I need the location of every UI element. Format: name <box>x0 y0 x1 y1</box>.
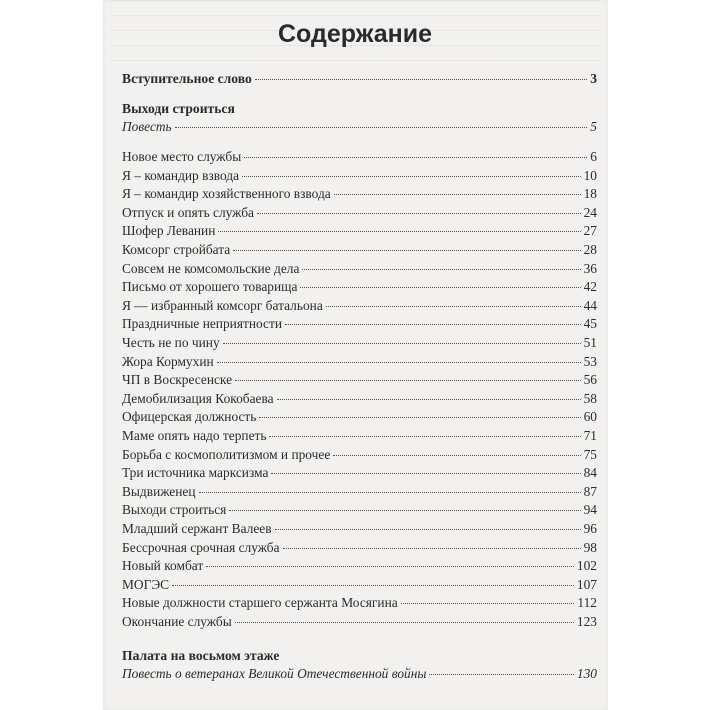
toc-page-number: 60 <box>583 409 597 425</box>
toc-entry[interactable] <box>122 557 597 575</box>
toc-page-number: 27 <box>583 223 597 239</box>
toc-entry-label: Выходи строиться <box>122 502 227 518</box>
toc-page-number: 36 <box>583 260 597 276</box>
toc-entry-label: Три источника марксизма <box>122 465 269 481</box>
toc-entry-label: Честь не по чину <box>122 335 220 350</box>
toc-entry-intro[interactable] <box>122 70 597 88</box>
toc-entry-label: Комсорг стройбата <box>122 242 231 257</box>
toc-entry-label: Новые должности старшего сержанта Мосягина <box>122 595 398 611</box>
toc-entry[interactable] <box>122 408 597 426</box>
dot-leader <box>257 213 581 214</box>
toc-entry[interactable] <box>122 539 597 557</box>
toc-page-number: 5 <box>590 119 597 134</box>
toc-page-number: 87 <box>583 483 597 499</box>
toc-entry[interactable] <box>122 390 597 408</box>
toc-page-number: 24 <box>583 204 597 220</box>
toc-page-number: 102 <box>576 558 597 574</box>
toc-page-number: 45 <box>583 316 597 332</box>
dot-leader <box>334 194 581 195</box>
dot-leader <box>269 436 580 437</box>
toc-entry[interactable] <box>122 353 597 371</box>
toc-entry[interactable] <box>122 148 597 166</box>
dot-leader <box>229 510 580 511</box>
dot-leader <box>233 250 580 251</box>
dot-leader <box>223 343 581 344</box>
toc-entry[interactable] <box>122 613 597 631</box>
toc-entry-label: Вступительное слово <box>122 71 252 86</box>
toc-page-number: 96 <box>583 521 597 536</box>
toc-entry[interactable] <box>122 334 597 352</box>
dot-leader <box>235 622 574 623</box>
toc-page-number: 28 <box>583 242 597 257</box>
toc-page-number: 130 <box>576 666 597 681</box>
toc-entry-label: Совсем не комсомольские дела <box>122 260 300 276</box>
toc-page-number: 18 <box>583 186 597 202</box>
toc-entry[interactable] <box>122 371 597 389</box>
dot-leader <box>277 399 581 400</box>
toc-page-number: 98 <box>583 539 597 555</box>
toc-page-number: 71 <box>583 428 597 443</box>
toc-page-number: 3 <box>590 71 597 86</box>
toc-page-number: 51 <box>583 335 597 350</box>
toc-entry-label: Младший сержант Валеев <box>122 521 272 536</box>
toc-entry-label: Окончание службы <box>122 614 232 629</box>
part-heading: Выходи строиться <box>122 101 235 116</box>
dot-leader <box>175 127 588 128</box>
toc-entry-label: Шофер Леванин <box>122 223 216 239</box>
dot-leader <box>271 473 580 474</box>
toc-page-number: 75 <box>583 446 597 462</box>
toc-page-number: 53 <box>583 353 597 369</box>
toc-entry[interactable] <box>122 520 597 538</box>
toc-entry-label: Офицерская должность <box>122 409 257 425</box>
toc-entry-label: Я – командир хозяйственного взвода <box>122 186 331 202</box>
toc-entry[interactable] <box>122 464 597 482</box>
toc-entry[interactable] <box>122 576 597 594</box>
toc-entry-label: Повесть о ветеранах Великой Отечественной войны <box>122 666 427 681</box>
toc-entry[interactable] <box>122 427 597 445</box>
toc-entry-label: МОГЭС <box>122 576 170 592</box>
toc-entry-label: Выдвиженец <box>122 483 196 499</box>
toc-entry-label: Отпуск и опять служба <box>122 204 254 220</box>
toc-page-number: 94 <box>583 502 597 518</box>
toc-entry-label: ЧП в Воскресенске <box>122 372 233 388</box>
toc-entry[interactable] <box>122 594 597 612</box>
toc-entry[interactable] <box>122 241 597 259</box>
toc-entry-label: Повесть <box>122 119 172 134</box>
dot-leader <box>218 231 580 232</box>
dot-leader <box>206 566 574 567</box>
dot-leader <box>302 269 580 270</box>
toc-entry[interactable] <box>122 297 597 315</box>
toc-entry[interactable] <box>122 446 597 464</box>
toc-page-number: 58 <box>583 390 597 406</box>
dot-leader <box>275 529 581 530</box>
toc-entry-label: Новый комбат <box>122 558 204 574</box>
dot-leader <box>285 324 581 325</box>
toc-entry-label: Праздничные неприятности <box>122 316 282 332</box>
dot-leader <box>333 455 580 456</box>
dot-leader <box>235 380 581 381</box>
toc-entry-label: Письмо от хорошего товарища <box>122 279 298 295</box>
toc-entry-label: Маме опять надо терпеть <box>122 428 267 443</box>
dot-leader <box>172 585 574 586</box>
dot-leader <box>401 603 575 604</box>
toc-entry[interactable] <box>122 278 597 296</box>
toc-page-number: 56 <box>583 372 597 388</box>
toc-entry-label: Я — избранный комсорг батальона <box>122 297 323 313</box>
toc-entry-label: Демобилизация Кокобаева <box>122 390 274 406</box>
toc-page-number: 107 <box>576 576 597 592</box>
toc-entry[interactable] <box>122 483 597 501</box>
toc-entry[interactable] <box>122 222 597 240</box>
toc-entry-label: Я – командир взвода <box>122 167 240 183</box>
toc-entry[interactable] <box>122 315 597 333</box>
dot-leader <box>244 157 587 158</box>
toc-page-number: 123 <box>576 614 597 629</box>
toc-page-number: 6 <box>590 149 597 164</box>
toc-entry[interactable] <box>122 204 597 222</box>
toc-entry[interactable] <box>122 185 597 203</box>
toc-entry[interactable] <box>122 260 597 278</box>
toc-page-number: 84 <box>583 465 597 481</box>
toc-page-number: 42 <box>583 279 597 295</box>
toc-entry-part1-subtitle[interactable] <box>122 118 597 136</box>
dot-leader <box>283 548 581 549</box>
dot-leader <box>300 287 580 288</box>
toc-entry-label: Бессрочная срочная служба <box>122 539 280 555</box>
dot-leader <box>429 674 573 675</box>
dot-leader <box>259 417 580 418</box>
toc-page-number: 44 <box>583 297 597 313</box>
toc-entry[interactable] <box>122 501 597 519</box>
part-heading: Палата на восьмом этаже <box>122 648 280 663</box>
toc-page-number: 112 <box>577 595 597 611</box>
dot-leader <box>217 362 581 363</box>
toc-entry-part2-subtitle[interactable] <box>122 665 597 683</box>
dot-leader <box>199 492 581 493</box>
toc-entry[interactable] <box>122 167 597 185</box>
page-title: Содержание <box>277 20 433 48</box>
toc-entry-label: Жора Кормухин <box>122 353 214 369</box>
toc-entry-label: Борьба с космополитизмом и прочее <box>122 446 331 462</box>
toc-entry-label: Новое место службы <box>122 149 242 164</box>
dot-leader <box>242 176 581 177</box>
toc-page-number: 10 <box>583 167 597 183</box>
dot-leader <box>255 79 587 80</box>
dot-leader <box>326 306 581 307</box>
